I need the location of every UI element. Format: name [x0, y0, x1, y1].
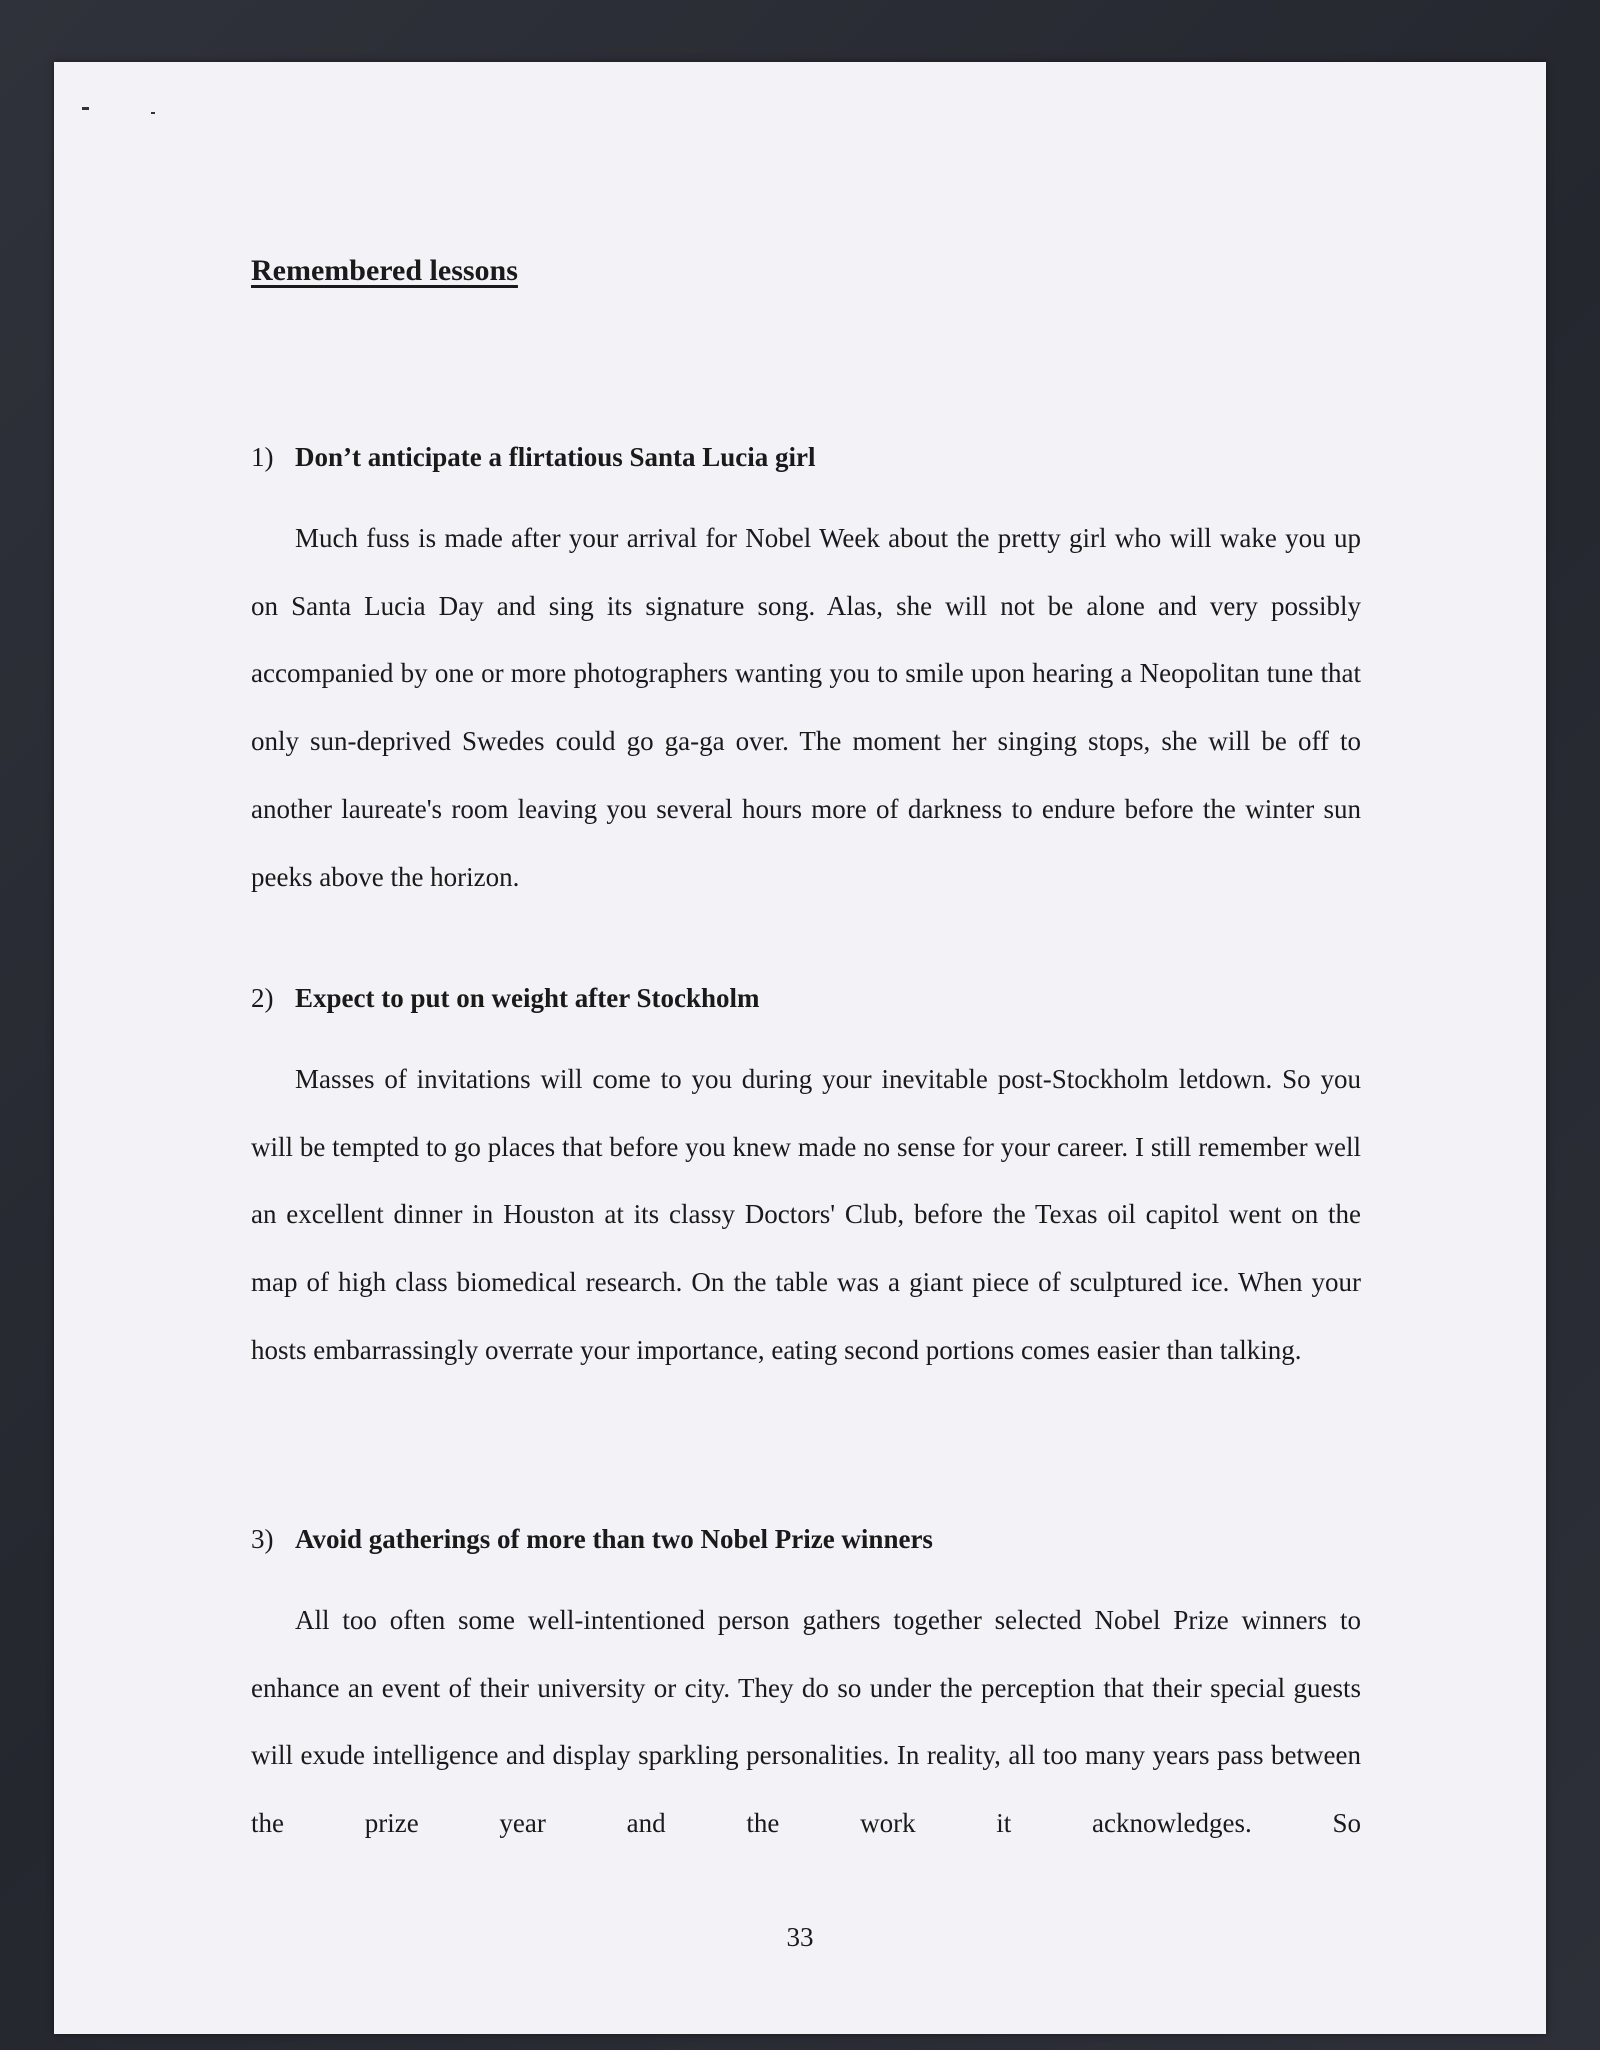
lesson-section-1 — [251, 439, 1361, 911]
paper-mark — [151, 112, 155, 114]
lesson-body: Much fuss is made after your arrival for Nobel Week about the pretty girl who will wake you up on Santa Lucia Day and sing its signature song. Alas, she will not be alone and very possibly accompanied by one or more photographers wanting you to smile upon hearing a Neopolitan tune that only sun-deprived Swedes could go ga-ga over. The moment her singing stops, she will be off to another laureate's room leaving you several hours more of darkness to endure before the winter sun peeks above the horizon. — [251, 523, 1361, 892]
page-title: Remembered lessons — [251, 254, 518, 287]
lesson-heading — [251, 980, 1361, 1016]
document-page — [54, 62, 1546, 2034]
lesson-title: Don’t anticipate a flirtatious Santa Lucia girl — [295, 442, 816, 472]
lesson-heading — [251, 439, 1361, 475]
lesson-title: Avoid gatherings of more than two Nobel Prize winners — [295, 1524, 933, 1554]
lesson-number: 1) — [251, 442, 274, 472]
lesson-number: 2) — [251, 983, 274, 1013]
page-number: 33 — [786, 1922, 814, 1952]
lesson-title: Expect to put on weight after Stockholm — [295, 983, 760, 1013]
lesson-number: 3) — [251, 1524, 274, 1554]
lesson-heading — [251, 1521, 1361, 1557]
lesson-section-3 — [251, 1521, 1361, 1858]
paper-mark — [82, 107, 89, 110]
lesson-section-2 — [251, 980, 1361, 1385]
lesson-body: Masses of invitations will come to you during your inevitable post-Stockholm letdown. So you will be tempted to go places that before you knew made no sense for your career. I still remember well an excellent dinner in Houston at its classy Doctors' Club, before the Texas oil capitol went on the map of high class biomedical research. On the table was a giant piece of sculptured ice. When your hosts embarrassingly overrate your importance, eating second portions comes easier than talking. — [251, 1064, 1361, 1365]
lesson-body: All too often some well-intentioned person gathers together selected Nobel Prize winners to enhance an event of their university or city. They do so under the perception that their special guests will exude intelligence and display sparkling personalities. In reality, all too many years pass between the prize year and the work it acknowledges. So — [251, 1605, 1361, 1839]
